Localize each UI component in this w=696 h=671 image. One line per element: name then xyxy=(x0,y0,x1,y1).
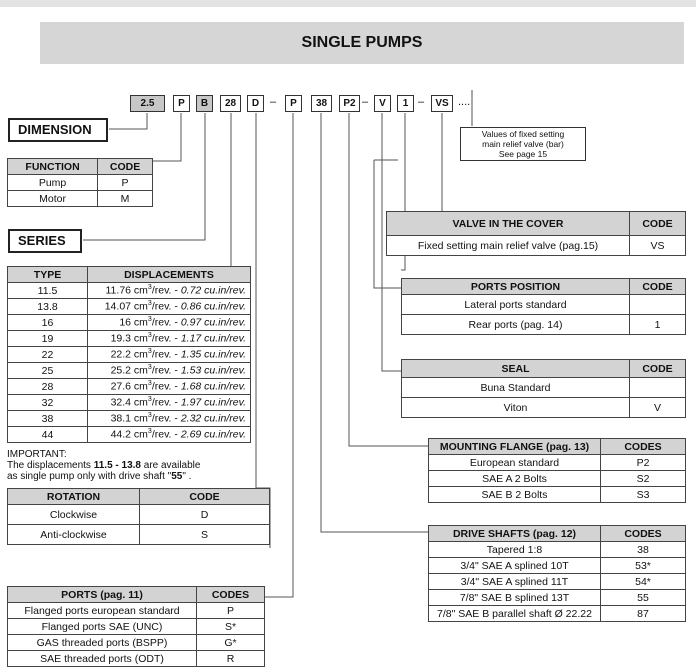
table-row: 7/8" SAE B parallel shaft Ø 22.22 87 xyxy=(429,606,686,622)
code-dimension: 2.5 xyxy=(130,95,165,112)
valve-table: VALVE IN THE COVER CODE Fixed setting main relief valve (pag.15) VS xyxy=(386,211,686,256)
code-valve: VS xyxy=(431,95,453,112)
drive-shafts-table: DRIVE SHAFTS (pag. 12) CODES Tapered 1:8 38 3/4" SAE A splined 10T 53* 3/4" SAE A splined 11T 54* 7/8" SAE B splined 13T 55 7/8" SAE B parallel shaft Ø 22.22 87 xyxy=(428,525,686,622)
page-title: SINGLE PUMPS xyxy=(40,22,684,64)
table-row: Flanged ports SAE (UNC) S* xyxy=(8,619,265,635)
type-header: TYPE xyxy=(8,267,88,283)
code-flange: P2 xyxy=(339,95,360,112)
table-row: 16 16 $cm^3$/rev. - 0.97 cu.in/rev. xyxy=(8,315,251,331)
table-row: Pump P xyxy=(8,175,153,191)
table-row: Rear ports (pag. 14) 1 xyxy=(402,315,686,335)
table-row: 44 44.2 $cm^3$/rev. - 2.69 cu.in/rev. xyxy=(8,427,251,443)
code-ports: P xyxy=(285,95,302,112)
table-row: Anti-clockwise S xyxy=(8,525,270,545)
displacements-header: DISPLACEMENTS xyxy=(88,267,251,283)
code-type: 28 xyxy=(220,95,241,112)
code-dash: – xyxy=(270,96,277,108)
table-row: GAS threaded ports (BSPP) G* xyxy=(8,635,265,651)
table-row: 3/4" SAE A splined 11T 54* xyxy=(429,574,686,590)
code-shaft: 38 xyxy=(311,95,332,112)
table-row: Viton V xyxy=(402,398,686,418)
valve-values-callout: Values of fixed setting main relief valve (bar) See page 15 xyxy=(460,127,586,161)
table-row: SAE A 2 Bolts S2 xyxy=(429,471,686,487)
table-row: 22 22.2 $cm^3$/rev. - 1.35 cu.in/rev. xyxy=(8,347,251,363)
table-row: Fixed setting main relief valve (pag.15) VS xyxy=(387,236,686,256)
seal-table: SEAL CODE Buna Standard Viton V xyxy=(401,359,686,418)
table-row: 38 38.1 $cm^3$/rev. - 2.32 cu.in/rev. xyxy=(8,411,251,427)
series-label: SERIES xyxy=(8,229,82,253)
function-header: FUNCTION xyxy=(8,159,98,175)
table-row: Lateral ports standard xyxy=(402,295,686,315)
code-series: B xyxy=(196,95,213,112)
series-table xyxy=(7,266,251,443)
table-row: SAE B 2 Bolts S3 xyxy=(429,487,686,503)
table-row: 7/8" SAE B splined 13T 55 xyxy=(429,590,686,606)
dimension-label: DIMENSION xyxy=(8,118,108,142)
table-row: Tapered 1:8 38 xyxy=(429,542,686,558)
table-row: Motor M xyxy=(8,191,153,207)
code-rotation: D xyxy=(247,95,264,112)
table-row: 28 27.6 $cm^3$/rev. - 1.68 cu.in/rev. xyxy=(8,379,251,395)
function-table xyxy=(7,158,153,207)
table-row: SAE threaded ports (ODT) R xyxy=(8,651,265,667)
code-function: P xyxy=(173,95,190,112)
rotation-table: ROTATION CODE Clockwise D Anti-clockwise S xyxy=(7,488,270,545)
mounting-flange-table: MOUNTING FLANGE (pag. 13) CODES European standard P2 SAE A 2 Bolts S2 SAE B 2 Bolts S3 xyxy=(428,438,686,503)
code-header: CODE xyxy=(98,159,153,175)
table-row: Clockwise D xyxy=(8,505,270,525)
table-row: Flanged ports european standard P xyxy=(8,603,265,619)
important-note: IMPORTANT: The displacements 11.5 - 13.8 are available as single pump only with drive shaft "55" . xyxy=(7,449,201,482)
table-row: 11.5 11.76 $cm^3$/rev. - 0.72 cu.in/rev. xyxy=(8,283,251,299)
table-row: 32 32.4 $cm^3$/rev. - 1.97 cu.in/rev. xyxy=(8,395,251,411)
ports-table: PORTS (pag. 11) CODES Flanged ports european standard P Flanged ports SAE (UNC) S* GAS threaded ports (BSPP) G* SAE threaded ports (ODT) R xyxy=(7,586,265,667)
table-row: Buna Standard xyxy=(402,378,686,398)
ports-position-table: PORTS POSITION CODE Lateral ports standard Rear ports (pag. 14) 1 xyxy=(401,278,686,335)
table-row: 3/4" SAE A splined 10T 53* xyxy=(429,558,686,574)
table-row: European standard P2 xyxy=(429,455,686,471)
table-row: 25 25.2 $cm^3$/rev. - 1.53 cu.in/rev. xyxy=(8,363,251,379)
code-seal: V xyxy=(374,95,391,112)
code-ports-position: 1 xyxy=(397,95,414,112)
code-dash: – xyxy=(418,96,425,108)
table-row: 19 19.3 $cm^3$/rev. - 1.17 cu.in/rev. xyxy=(8,331,251,347)
code-ellipsis: .... xyxy=(458,96,471,108)
code-dash: – xyxy=(362,96,369,108)
table-row: 13.8 14.07 $cm^3$/rev. - 0.86 cu.in/rev. xyxy=(8,299,251,315)
